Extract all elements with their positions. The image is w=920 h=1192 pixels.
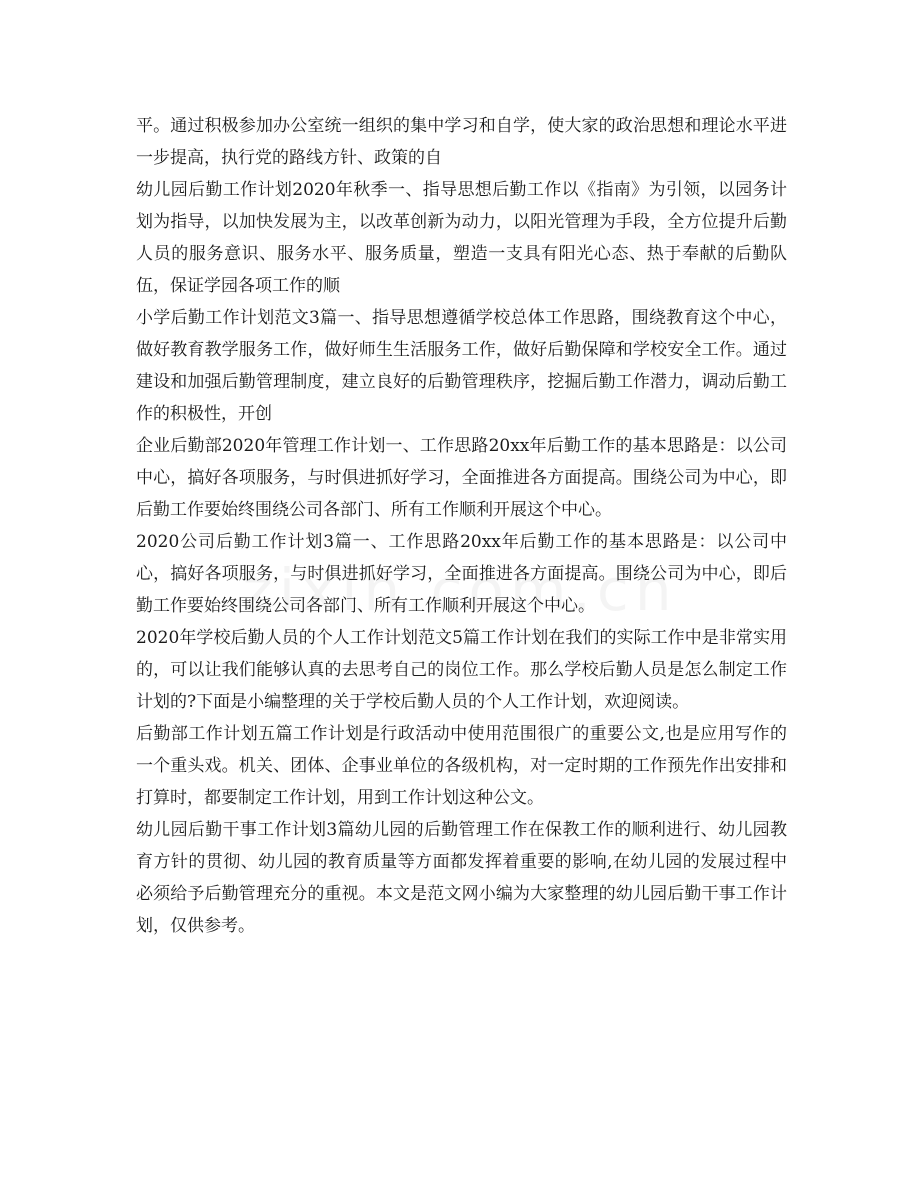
paragraph-company-plan: 2020公司后勤工作计划3篇一、工作思路20xx年后勤工作的基本思路是：以公司中心，搞好各项服务，与时俱进抓好学习，全面推进各方面提高。围绕公司为中心，即后勤工作要始终围绕公司各部门、所有工作顺利开展这个中心。 <box>136 532 787 616</box>
paragraph-logistics-dept-plan: 后勤部工作计划五篇工作计划是行政活动中使用范围很广的重要公文,也是应用写作的一个重头戏。机关、团体、企事业单位的各级机构，对一定时期的工作预先作出安排和打算时，都要制定工作计划，用到工作计划这种公文。 <box>136 724 787 808</box>
paragraph-continuation: 平。通过积极参加办公室统一组织的集中学习和自学，使大家的政治思想和理论水平进一步提高，执行党的路线方针、政策的自 <box>136 116 787 168</box>
paragraph-kindergarten-officer-plan: 幼儿园后勤干事工作计划3篇幼儿园的后勤管理工作在保教工作的顺利进行、幼儿园教育方针的贯彻、幼儿园的教育质量等方面都发挥着重要的影响,在幼儿园的发展过程中必须给予后勤管理充分的重视。本文是范文网小编为大家整理的幼儿园后勤干事工作计划，仅供参考。 <box>136 820 787 936</box>
paragraph-primary-school-plan: 小学后勤工作计划范文3篇一、指导思想遵循学校总体工作思路，围绕教育这个中心，做好教育教学服务工作，做好师生生活服务工作，做好后勤保障和学校安全工作。通过建设和加强后勤管理制度，建立良好的后勤管理秩序，挖掘后勤工作潜力，调动后勤工作的积极性，开创 <box>136 308 787 424</box>
paragraph-kindergarten-plan: 幼儿园后勤工作计划2020年秋季一、指导思想后勤工作以《指南》为引领，以园务计划为指导，以加快发展为主，以改革创新为动力，以阳光管理为手段，全方位提升后勤人员的服务意识、服务水平、服务质量，塑造一支具有阳光心态、热于奉献的后勤队伍，保证学园各项工作的顺 <box>136 180 787 296</box>
paragraph-enterprise-plan: 企业后勤部2020年管理工作计划一、工作思路20xx年后勤工作的基本思路是：以公司中心，搞好各项服务，与时俱进抓好学习，全面推进各方面提高。围绕公司为中心，即后勤工作要始终围绕公司各部门、所有工作顺利开展这个中心。 <box>136 436 787 520</box>
document-body <box>136 110 787 942</box>
paragraph-school-staff-plan: 2020年学校后勤人员的个人工作计划范文5篇工作计划在我们的实际工作中是非常实用的，可以让我们能够认真的去思考自己的岗位工作。那么学校后勤人员是怎么制定工作计划的?下面是小编整理的关于学校后勤人员的个人工作计划，欢迎阅读。 <box>136 628 787 712</box>
